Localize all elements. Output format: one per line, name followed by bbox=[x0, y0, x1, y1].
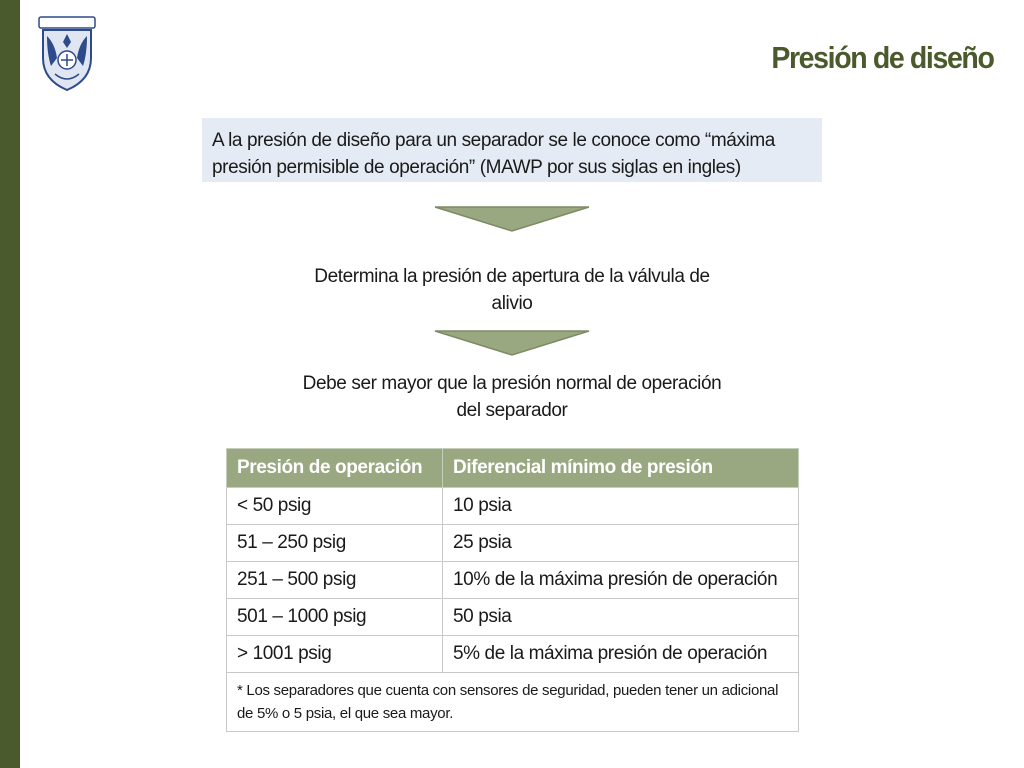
table-cell: 25 psia bbox=[443, 525, 799, 562]
table-row bbox=[227, 562, 799, 599]
table-header-row bbox=[227, 449, 799, 488]
table-row bbox=[227, 599, 799, 636]
table-row bbox=[227, 525, 799, 562]
table-cell: 251 – 500 psig bbox=[227, 562, 443, 599]
table-cell: 501 – 1000 psig bbox=[227, 599, 443, 636]
pressure-differential-table bbox=[226, 448, 799, 732]
column-header: Presión de operación bbox=[227, 449, 443, 488]
table-row bbox=[227, 488, 799, 525]
column-header: Diferencial mínimo de presión bbox=[443, 449, 799, 488]
left-accent-bar bbox=[0, 0, 20, 768]
table-footnote: * Los separadores que cuenta con sensores de seguridad, pueden tener un adicional de 5% o 5 psia, el que sea mayor. bbox=[227, 673, 799, 732]
intro-callout: A la presión de diseño para un separador se le conoce como “máxima presión permisible de operación” (MAWP por sus siglas en ingles) bbox=[202, 118, 822, 182]
table-note-row bbox=[227, 673, 799, 732]
table-row bbox=[227, 636, 799, 673]
table-cell: < 50 psig bbox=[227, 488, 443, 525]
down-arrow-icon bbox=[433, 329, 591, 357]
table-cell: 5% de la máxima presión de operación bbox=[443, 636, 799, 673]
table-cell: 10% de la máxima presión de operación bbox=[443, 562, 799, 599]
table-cell: 10 psia bbox=[443, 488, 799, 525]
table-cell: > 1001 psig bbox=[227, 636, 443, 673]
down-arrow-icon bbox=[433, 205, 591, 233]
table-cell: 50 psia bbox=[443, 599, 799, 636]
flow-step-1: Determina la presión de apertura de la válvula de alivio bbox=[314, 266, 710, 314]
university-seal-icon bbox=[33, 14, 101, 94]
page-title: Presión de diseño bbox=[771, 40, 994, 75]
table-cell: 51 – 250 psig bbox=[227, 525, 443, 562]
flow-step-2: Debe ser mayor que la presión normal de operación del separador bbox=[302, 373, 722, 421]
